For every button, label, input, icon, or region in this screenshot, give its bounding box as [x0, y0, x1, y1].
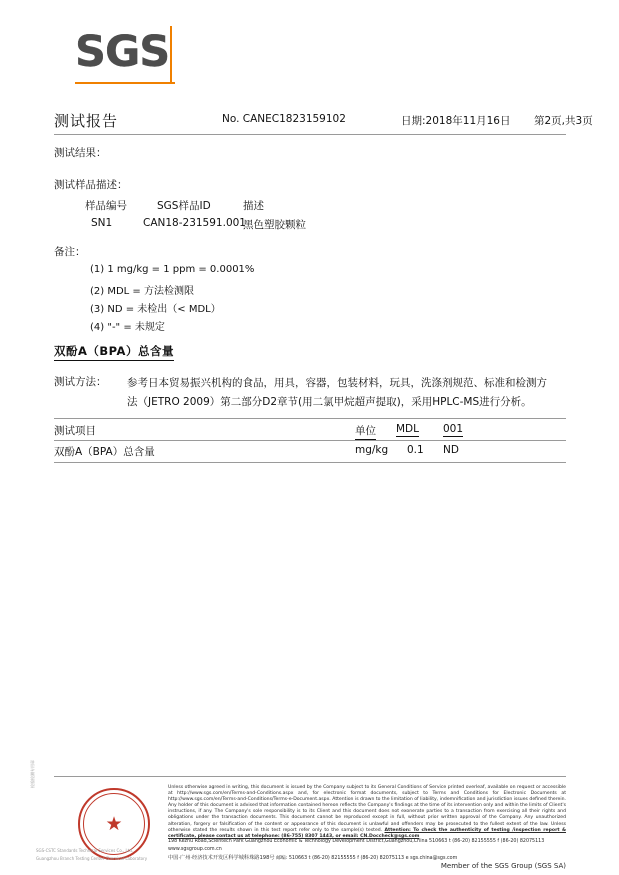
- result-col-header-item: 测试项目: [54, 425, 96, 437]
- list-item: (4) "-" = 未规定: [90, 322, 165, 333]
- result-table-mid-rule: [54, 440, 566, 441]
- table-row: 双酚A（BPA）总含量: [54, 446, 155, 458]
- result-col-header-unit: 单位: [355, 423, 376, 440]
- stamp-company-line-2: Guangzhou Branch Testing Center Chemical Laboratory: [36, 856, 148, 861]
- results-label: 测试结果：: [54, 147, 107, 159]
- method-text: 参考日本贸易振兴机构的食品，用具，容器，包装材料，玩具，洗涤剂规范、标准和检测方法（JETRO 2009）第二部分D2章节(用二氯甲烷超声提取)，采用HPLC-MS进行分析。: [127, 377, 547, 408]
- sample-col-header-sgsid: SGS样品ID: [157, 200, 211, 212]
- address-block: [168, 838, 566, 863]
- legal-paragraph: Unless otherwise agreed in writing, this document is issued by the Company subject to its General Conditions of Service printed overleaf, available on request or accessible at http://www.sgs.com/en/Terms-and-Conditions.aspx and, for electronic format documents, subject to Terms and Conditions for Electronic Documents at http://www.sgs.com/en/Terms-and-Conditions/Terms-e-Document.aspx. Attention is drawn to the limitation of liability, indemnification and jurisdiction issues defined therein. Any holder of this document is advised that information contained hereon reflects the Company's findings at the time of its intervention only and within the limits of Client's instructions, if any. The Company's sole responsibility is to its Client and this document does not exonerate parties to a transaction from exercising all their rights and obligations under the transaction documents. This document cannot be reproduced except in full, without prior written approval of the Company. Any unauthorized alteration, forgery or falsification of the content or appearance of this document is unlawful and offenders may be prosecuted to the fullest extent of the law. Unless otherwise stated the results shown in this test report refer only to the sample(s) tested.: [168, 785, 566, 833]
- table-row: CAN18-231591.001: [143, 217, 246, 229]
- method-label: 测试方法：: [54, 376, 107, 388]
- legal-contact[interactable]: Attention: To check the authenticity of testing /inspection report & certificate, please contact us at telephone: (86-755) 8307 1443, or email: CN.Doccheck@sgs.com: [168, 827, 566, 839]
- sgs-logo-text: SGS: [75, 27, 170, 77]
- table-row: mg/kg: [355, 444, 389, 456]
- title-row: [54, 110, 593, 131]
- result-col-header-mdl: MDL: [396, 423, 419, 435]
- star-icon: ★: [105, 813, 123, 835]
- result-table-top-rule: [54, 418, 566, 419]
- member-line: Member of the SGS Group (SGS SA): [440, 862, 566, 870]
- address-chinese: 中国·广州·经济技术开发区科学城科珠路198号: [168, 855, 275, 861]
- stamp-company-line-1: SGS-CSTC Standards Technical Services Co., Ltd.: [36, 848, 134, 853]
- header-divider: [54, 134, 566, 135]
- stamp-ring-text: 检验检测专用章: [30, 760, 35, 788]
- list-item: (3) ND = 未检出（< MDL）: [90, 304, 221, 315]
- result-table-bottom-rule: [54, 462, 566, 463]
- legal-text-block: [168, 785, 566, 840]
- sample-description-label: 测试样品描述：: [54, 179, 128, 191]
- page-indicator: 第2页,共3页: [534, 115, 593, 127]
- section-title: 双酚A（BPA）总含量: [54, 343, 174, 361]
- table-row: SN1: [91, 217, 113, 229]
- list-item: (1) 1 mg/kg = 1 ppm = 0.0001%: [90, 264, 255, 275]
- list-item: (2) MDL = 方法检测限: [90, 286, 194, 297]
- report-number: No. CANEC1823159102: [222, 113, 346, 125]
- address-chinese-detail: 邮编: 510663 t (86-20) 82155555 f (86-20) 82075113 e sgs.china@sgs.com: [276, 856, 458, 861]
- logo-underline: [75, 82, 175, 84]
- page-title: 测试报告: [54, 112, 119, 130]
- footer-divider: [54, 776, 566, 777]
- notes-label: 备注：: [54, 246, 86, 258]
- table-row: ND: [443, 444, 459, 456]
- sample-col-header-desc: 描述: [243, 200, 264, 212]
- table-row: 黑色塑胶颗粒: [243, 219, 306, 231]
- table-row: 0.1: [407, 444, 424, 456]
- report-date: 日期:2018年11月16日: [401, 115, 511, 127]
- result-col-header-sample: 001: [443, 423, 464, 435]
- logo-vertical-rule: [170, 26, 172, 84]
- sgs-logo: [75, 27, 185, 77]
- sample-col-header-id: 样品编号: [85, 200, 127, 212]
- address-english: 198 Kezhu Road,Scientech Park Guangzhou Economic & Technology Development District,Guangzhou,China 510663 t (86-20) 82155555 f (86-20) 82075113 www.sgsgroup.com.cn: [168, 839, 545, 852]
